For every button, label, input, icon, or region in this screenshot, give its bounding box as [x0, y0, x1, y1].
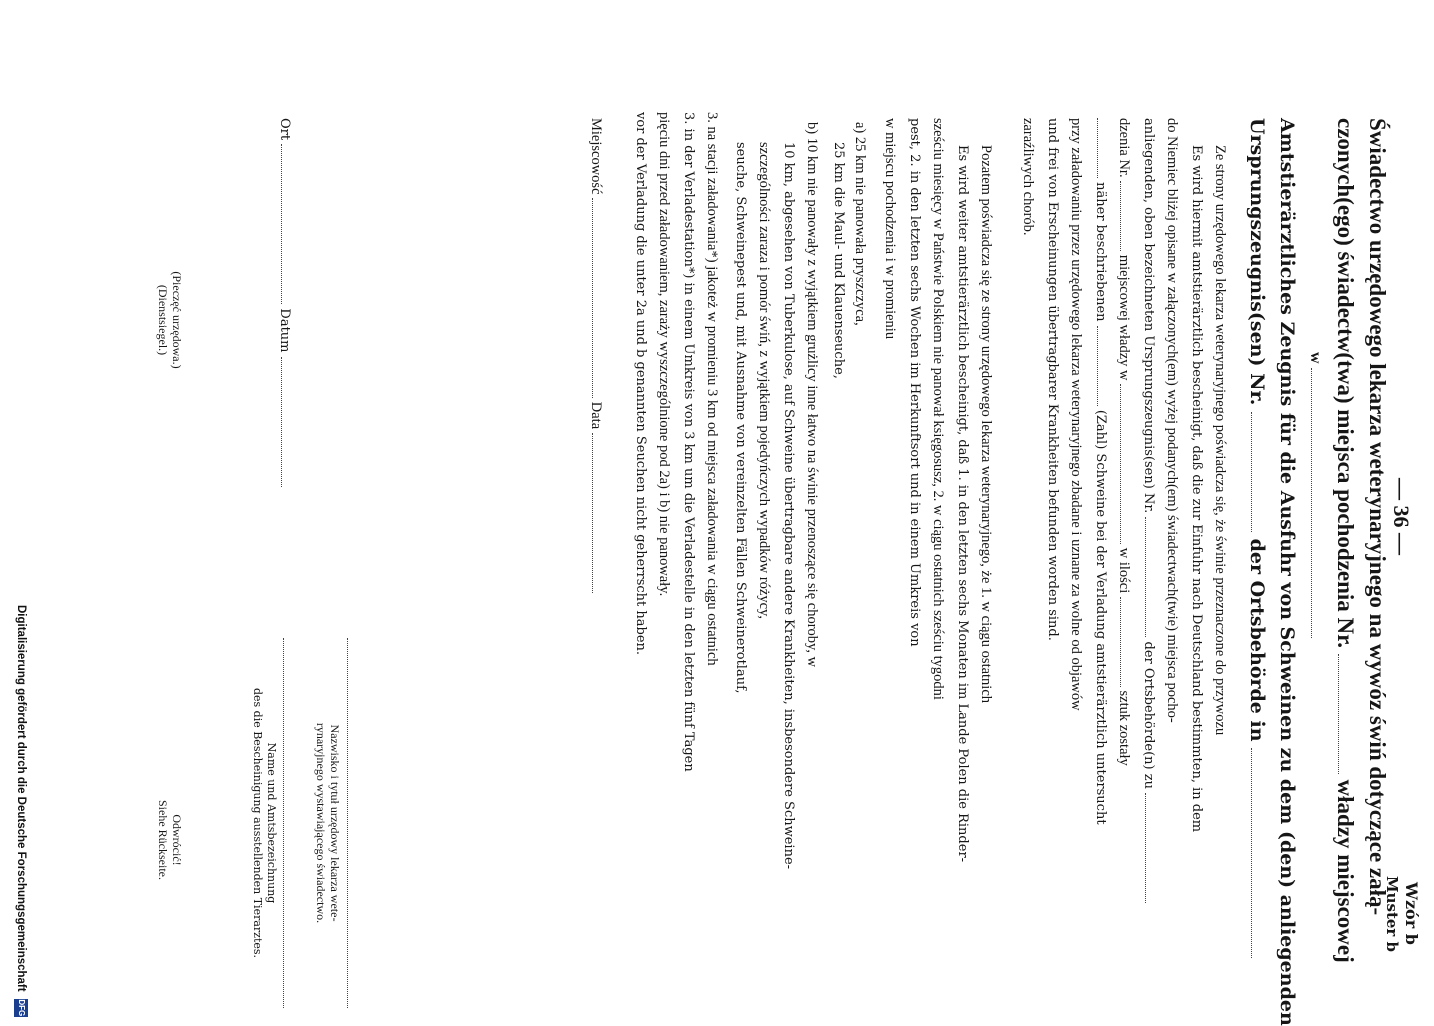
signature-line-pl [347, 638, 348, 1008]
p1-blank-quantity [1097, 326, 1098, 406]
signature-caption-de-2: des die Bescheinigung ausstellenden Tierarztes. [251, 687, 264, 959]
signature-line-de [283, 638, 284, 1008]
p1-line-5-d: sztuk zostały [1116, 690, 1132, 766]
p1-line-3: do Niemiec bliżej opisane w załączonych(em) wyżej podanych(em) świadectwach(twie) miejsca pocho- [1164, 118, 1180, 723]
model-label-pl: Wzór b [1402, 882, 1421, 945]
signature-caption-de-1: Name und Amtsbezeichnung [265, 742, 278, 904]
authority-place-de-blank [1251, 748, 1252, 958]
p1-line-4 [1141, 118, 1156, 903]
item-a-line-2: 25 km die Maul- und Klauenseuche, [831, 142, 846, 379]
p1-line-6-b: (Zahl) Schweine bei der Verladung amtstierärztlich untersucht [1093, 409, 1108, 825]
dfg-logo-icon: DFG [14, 999, 28, 1017]
page-number: — 36 — [1389, 478, 1414, 555]
official-stamp-caption [156, 250, 184, 390]
place-date-de [277, 118, 292, 487]
title-pl-line-3 [1306, 352, 1324, 638]
place-date-pl [587, 118, 604, 593]
date-label-de: Datum [277, 308, 292, 353]
title-de-line-1: Amtstierärztliches Zeugnis für die Ausfuhr von Schweinen zu dem (den) anliegenden [1276, 118, 1298, 1026]
place-blank [592, 198, 593, 398]
title-de-line-2-start: Ursprungszeugnis(sen) Nr. [1246, 118, 1268, 406]
p1-line-6-a: näher beschriebenen [1093, 182, 1108, 322]
certificate-number-blank [1338, 654, 1339, 774]
place-label-pl: Miejscowość [588, 118, 604, 195]
item-b-line-1: b) 10 km nie panowały z wyjątkiem grużlicy inne łatwo na świnie przenoszące się choroby, w [804, 122, 820, 668]
signature-caption-pl-1: Nazwisko i tytuł urzędowy lekarza wete- [328, 724, 342, 922]
p2-line-1: Pozatem poświadcza się ze strony urzędowego lekarza weterynaryjnego, że 1. w ciągu ostatnich [978, 145, 994, 704]
p1-blank-authority [1120, 384, 1121, 544]
place-de-blank [281, 144, 282, 304]
title-pl-line-3-text: w [1307, 352, 1324, 364]
date-blank [592, 433, 593, 593]
p1-line-5-a: dzenia Nr. [1116, 118, 1132, 178]
p1-line-7: przy załadowaniu przez urzędowego lekarza weterynaryjnego zbadane i uznane za wolne od objawów [1068, 118, 1084, 711]
title-de-line-2 [1246, 118, 1268, 958]
signature-caption-de [250, 638, 278, 1008]
p1-line-8: und frei von Erscheinungen übertragbarer Krankheiten befunden worden sind. [1045, 118, 1060, 641]
p2-line-2: Es wird weiter amtstierärztlich bescheinigt, daß 1. in den letzten sechs Monaten im Lande Polen die Rinder- [955, 145, 970, 863]
date-de-blank [281, 357, 282, 487]
p1-blank-described [1097, 118, 1098, 178]
p1-line-4-start: anliegenden, oben bezeichneten Ursprungszeugnis(sen) Nr. [1141, 118, 1156, 514]
turn-over-de: Siehe Rückseite. [156, 800, 170, 880]
p1-line-4-end: der Ortsbehörde(n) zu [1141, 641, 1156, 789]
p1-line-9: zaraźliwych chorób. [1020, 118, 1036, 236]
p1-blank-town [1145, 793, 1146, 903]
model-label-de: Muster b [1383, 876, 1401, 953]
authority-place-blank [1311, 368, 1312, 638]
p1-line-5 [1115, 118, 1132, 766]
p2-line-4: pest, 2. in den letzten sechs Wochen im Herkunftsort und in einem Umkreis von [907, 118, 922, 647]
turn-over-note [156, 780, 184, 900]
digitization-footer [14, 605, 28, 1017]
signature-caption-pl [314, 638, 342, 1008]
title-de-line-2-end: der Ortsbehörde in [1246, 538, 1268, 742]
p2-line-5: w miejscu pochodzenia i w promieniu [882, 118, 898, 340]
item-3-line-4: vor der Verladung die unter 2a und b genannten Seuchen nicht geherrscht haben. [633, 112, 648, 656]
p1-blank-nr [1120, 181, 1121, 251]
stamp-caption-de: (Dienstsiegel.) [156, 284, 170, 356]
p1-line-2: Es wird hiermit amtstierärztlich bescheinigt, daß die zur Einfuhr nach Deutschland bestimmten, in dem [1189, 145, 1204, 833]
item-b-line-3: szczególności zaraza i pomór świń, z wyjątkiem pojedyńczych wypadków różycy, [756, 142, 772, 619]
p1-line-5-b: miejscowej władzy w [1116, 254, 1132, 381]
title-pl-line-2-start: czonych(ego) świadectw(twa) miejsca pochodzenia Nr. [1333, 118, 1358, 648]
p1-blank-count [1120, 597, 1121, 687]
item-3-line-1: 3. na stacji załadowania*) jakoteż w promieniu 3 km od miejsca załadowania w ciągu ostatnich [704, 112, 720, 666]
turn-over-pl: Odwrócić! [170, 814, 184, 866]
item-a-line-1: a) 25 km nie panowała pryszczyca, [852, 122, 868, 326]
p1-line-5-c: w ilości [1116, 547, 1132, 594]
place-label-de: Ort [277, 118, 292, 141]
p1-blank-number [1145, 517, 1146, 637]
p1-line-6 [1093, 118, 1108, 825]
item-b-line-4: seuche, Schweinepest und, mit Ausnahme von vereinzelten Fällen Schweinerotlauf, [733, 142, 748, 694]
stamp-caption-pl: (Pieczęć urzędowa.) [170, 271, 184, 369]
footer-text: Digitalisierung gefördert durch die Deutsche Forschungsgemeinschaft [14, 605, 27, 992]
p1-line-1: Ze strony urzędowego lekarza weterynaryjnego poświadcza się, że świnie przeznaczone do przywozu [1212, 145, 1228, 736]
title-pl-line-1: Świadectwo urzędowego lekarza weterynaryjnego na wywóz świń dotyczące załą- [1365, 118, 1390, 916]
date-label-pl: Data [588, 401, 604, 430]
signature-caption-pl-2: rynaryjnego wystawiającego świadectwo. [314, 722, 328, 924]
title-pl-line-2 [1332, 118, 1358, 963]
certificate-number-de-blank [1251, 412, 1252, 532]
item-3-line-2: 3. in der Verladestation*) in einem Umkreis von 3 km um die Verladestelle in den letzten fünf Tagen [681, 112, 696, 772]
p2-line-3: sześciu miesięcy w Państwie Polskiem nie panował księgosusz, 2. w ciągu ostatnich sześciu tygodni [930, 118, 946, 700]
item-3-line-3: pięciu dni przed załadowaniem, zaraży wyszczególnione pod 2a) i b) nie panowały. [656, 112, 672, 597]
item-b-line-2: 10 km, abgesehen von Tuberkulose, auf Schweine übertragbare andere Krankheiten, insbesondere Schweine- [781, 142, 796, 870]
title-pl-line-2-end: władzy miejscowej [1333, 779, 1358, 963]
